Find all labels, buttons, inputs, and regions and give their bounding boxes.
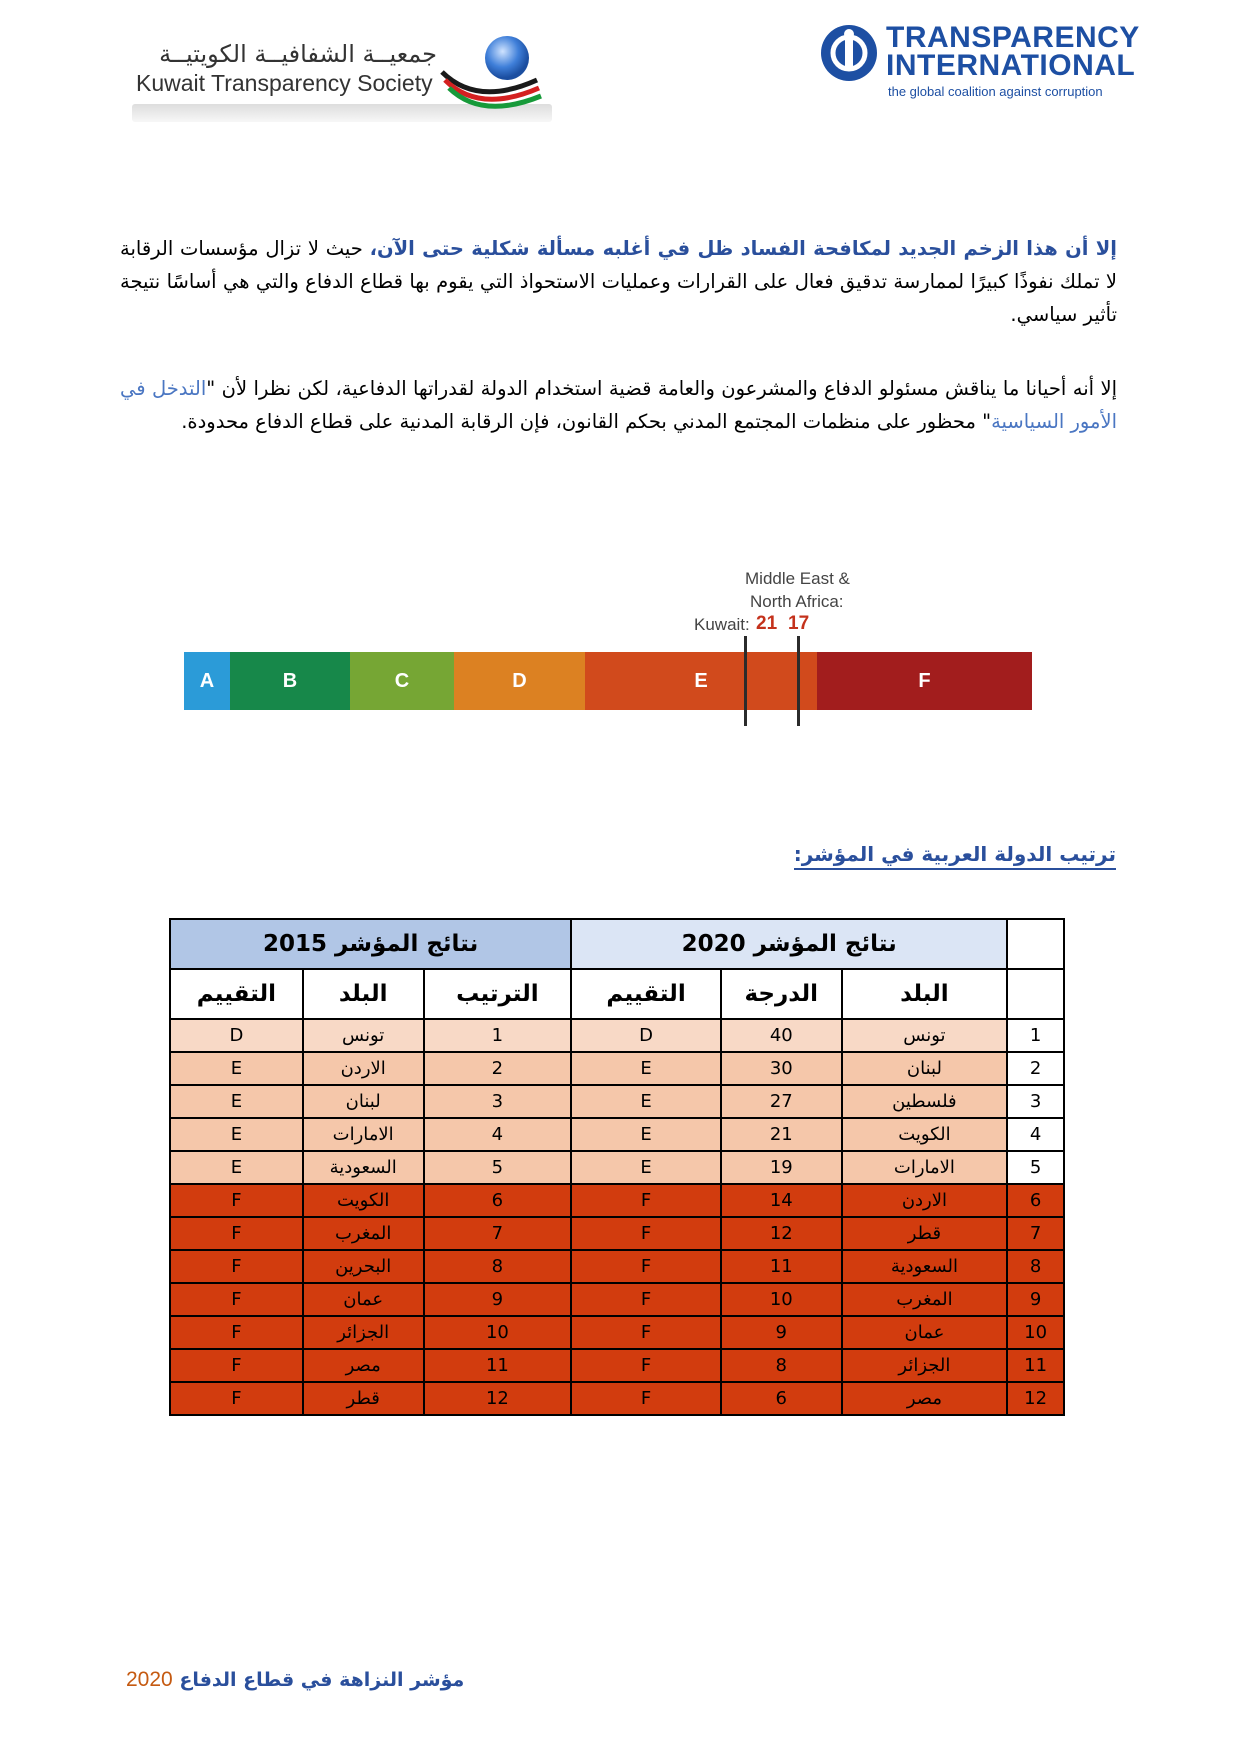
grade-2020-cell: E (571, 1151, 721, 1184)
grade-2020-cell: F (571, 1250, 721, 1283)
country-2015-cell: المغرب (303, 1217, 424, 1250)
score-2020-cell: 30 (721, 1052, 842, 1085)
region-score: 17 (788, 613, 810, 634)
rank-2015-cell: 1 (424, 1019, 572, 1052)
grade-2015-cell: F (170, 1316, 303, 1349)
country-2020-cell: مصر (842, 1382, 1008, 1415)
rank-2015-cell: 2 (424, 1052, 572, 1085)
country-2020-cell: الكويت (842, 1118, 1008, 1151)
country-2020-cell: لبنان (842, 1052, 1008, 1085)
grade-2015-cell: D (170, 1019, 303, 1052)
row-number-cell: 12 (1007, 1382, 1064, 1415)
country-2020-cell: فلسطين (842, 1085, 1008, 1118)
grade-2020-cell: F (571, 1349, 721, 1382)
rank-2015-cell: 7 (424, 1217, 572, 1250)
col-header-country-2020: البلد (842, 969, 1008, 1019)
kuwait-label: Kuwait: (694, 615, 750, 634)
table-row (170, 1019, 1064, 1052)
col-header-grade-2015: التقييم (170, 969, 303, 1019)
row-number-cell: 8 (1007, 1250, 1064, 1283)
grade-2020-cell: F (571, 1184, 721, 1217)
paragraph-2 (120, 372, 1117, 438)
table-row (170, 1151, 1064, 1184)
table-body (170, 1019, 1064, 1415)
country-2015-cell: تونس (303, 1019, 424, 1052)
score-2020-cell: 11 (721, 1250, 842, 1283)
grade-2015-cell: F (170, 1184, 303, 1217)
table-row (170, 1085, 1064, 1118)
score-2020-cell: 19 (721, 1151, 842, 1184)
table-row (170, 1052, 1064, 1085)
row-number-cell: 4 (1007, 1118, 1064, 1151)
table-row (170, 1382, 1064, 1415)
rank-2015-cell: 12 (424, 1382, 572, 1415)
score-2020-cell: 6 (721, 1382, 842, 1415)
page-footer (126, 1668, 464, 1692)
country-2020-cell: قطر (842, 1217, 1008, 1250)
score-2020-cell: 12 (721, 1217, 842, 1250)
region-label-line1: Middle East & (745, 569, 850, 588)
ti-name-line2: INTERNATIONAL (886, 49, 1136, 82)
group-header-2020: نتائج المؤشر 2020 (571, 919, 1007, 969)
grade-2015-cell: F (170, 1283, 303, 1316)
table-row (170, 1250, 1064, 1283)
region-score-marker (797, 636, 800, 726)
paragraph-1-highlight: إلا أن هذا الزخم الجديد لمكافحة الفساد ظل في أغلبه مسألة شكلية حتى الآن، (369, 237, 1117, 260)
col-header-country-2015: البلد (303, 969, 424, 1019)
table-row (170, 1349, 1064, 1382)
score-2020-cell: 10 (721, 1283, 842, 1316)
grade-2020-cell: D (571, 1019, 721, 1052)
table-row (170, 1184, 1064, 1217)
country-2015-cell: مصر (303, 1349, 424, 1382)
table-row (170, 1316, 1064, 1349)
empty-subheader-cell (1007, 969, 1064, 1019)
grade-band-d: D (454, 652, 585, 710)
row-number-cell: 3 (1007, 1085, 1064, 1118)
grade-2015-cell: F (170, 1349, 303, 1382)
grade-2015-cell: E (170, 1085, 303, 1118)
arab-countries-ranking-table (169, 918, 1065, 1416)
grade-band-a: A (184, 652, 230, 710)
paragraph-2-start: إلا أنه أحيانا ما يناقش مسئولو الدفاع والمشرعون والعامة قضية استخدام الدولة لقدراتها الدفاعية، لكن نظرا لأن " (206, 377, 1118, 400)
grade-2020-cell: F (571, 1217, 721, 1250)
row-number-cell: 6 (1007, 1184, 1064, 1217)
rank-2015-cell: 8 (424, 1250, 572, 1283)
country-2015-cell: عمان (303, 1283, 424, 1316)
grade-2015-cell: F (170, 1217, 303, 1250)
kts-arabic-name: جمعيــة الشفافيــة الكويتيــة (159, 40, 437, 68)
grade-band-f: F (817, 652, 1032, 710)
country-2015-cell: البحرين (303, 1250, 424, 1283)
kuwait-score: 21 (756, 613, 778, 634)
kuwait-transparency-society-logo (132, 32, 552, 124)
ti-logo-icon (818, 22, 880, 84)
grade-band-c: C (350, 652, 454, 710)
footer-title: مؤشر النزاهة في قطاع الدفاع (179, 1669, 465, 1691)
kts-globe-icon (437, 32, 547, 112)
score-2020-cell: 14 (721, 1184, 842, 1217)
col-header-rank-2015: الترتيب (424, 969, 572, 1019)
country-2020-cell: تونس (842, 1019, 1008, 1052)
table-row (170, 1217, 1064, 1250)
country-2015-cell: الاردن (303, 1052, 424, 1085)
country-2020-cell: المغرب (842, 1283, 1008, 1316)
country-2015-cell: الجزائر (303, 1316, 424, 1349)
grade-2015-cell: E (170, 1151, 303, 1184)
paragraph-1 (120, 232, 1117, 331)
country-2015-cell: الامارات (303, 1118, 424, 1151)
grade-band-b: B (230, 652, 350, 710)
kuwait-score-marker (744, 636, 747, 726)
country-2020-cell: الاردن (842, 1184, 1008, 1217)
table-row (170, 1283, 1064, 1316)
rank-2015-cell: 11 (424, 1349, 572, 1382)
section-title: ترتيب الدولة العربية في المؤشر: (794, 842, 1116, 870)
row-number-cell: 7 (1007, 1217, 1064, 1250)
transparency-international-logo (818, 22, 1148, 112)
grade-2015-cell: E (170, 1118, 303, 1151)
row-number-cell: 2 (1007, 1052, 1064, 1085)
grade-2015-cell: F (170, 1382, 303, 1415)
paragraph-2-end: " محظور على منظمات المجتمع المدني بحكم القانون، فإن الرقابة المدنية على قطاع الدفاع محدودة. (181, 410, 992, 433)
footer-year: 2020 (126, 1668, 173, 1691)
country-2020-cell: الجزائر (842, 1349, 1008, 1382)
country-2020-cell: الامارات (842, 1151, 1008, 1184)
col-header-score-2020: الدرجة (721, 969, 842, 1019)
grade-2020-cell: E (571, 1085, 721, 1118)
kts-english-name: Kuwait Transparency Society (136, 70, 433, 96)
row-number-cell: 10 (1007, 1316, 1064, 1349)
grade-2020-cell: F (571, 1316, 721, 1349)
row-number-cell: 11 (1007, 1349, 1064, 1382)
paragraph-1-text: حيث لا تزال مؤسسات الرقابة لا تملك نفوذًا كبيرًا لممارسة تدقيق فعال على القرارات وعمليات الاستحواذ التي يقوم بها قطاع الدفاع والتي هي أساسًا نتيجة تأثير سياسي. (120, 237, 1117, 326)
grade-band-e: E (585, 652, 817, 710)
row-number-cell: 1 (1007, 1019, 1064, 1052)
score-2020-cell: 40 (721, 1019, 842, 1052)
col-header-grade-2020: التقييم (571, 969, 721, 1019)
row-number-cell: 5 (1007, 1151, 1064, 1184)
region-label-line2: North Africa: (750, 592, 844, 611)
table-row (170, 1118, 1064, 1151)
country-2015-cell: لبنان (303, 1085, 424, 1118)
grade-2015-cell: F (170, 1250, 303, 1283)
country-2015-cell: السعودية (303, 1151, 424, 1184)
ti-name-line1: TRANSPARENCY (886, 21, 1140, 54)
grade-2020-cell: E (571, 1118, 721, 1151)
grade-2015-cell: E (170, 1052, 303, 1085)
score-2020-cell: 8 (721, 1349, 842, 1382)
ti-tagline: the global coalition against corruption (888, 84, 1103, 99)
rank-2015-cell: 6 (424, 1184, 572, 1217)
score-2020-cell: 27 (721, 1085, 842, 1118)
group-header-2015: نتائج المؤشر 2015 (170, 919, 571, 969)
country-2020-cell: عمان (842, 1316, 1008, 1349)
rank-2015-cell: 5 (424, 1151, 572, 1184)
rank-2015-cell: 4 (424, 1118, 572, 1151)
rank-2015-cell: 3 (424, 1085, 572, 1118)
country-2015-cell: قطر (303, 1382, 424, 1415)
grade-2020-cell: E (571, 1052, 721, 1085)
score-2020-cell: 21 (721, 1118, 842, 1151)
empty-corner-cell (1007, 919, 1064, 969)
rank-2015-cell: 10 (424, 1316, 572, 1349)
country-2020-cell: السعودية (842, 1250, 1008, 1283)
political-interference-link[interactable]: التدخل في الأمور السياسية (120, 377, 1117, 433)
rank-2015-cell: 9 (424, 1283, 572, 1316)
grade-2020-cell: F (571, 1283, 721, 1316)
country-2015-cell: الكويت (303, 1184, 424, 1217)
grade-2020-cell: F (571, 1382, 721, 1415)
row-number-cell: 9 (1007, 1283, 1064, 1316)
score-2020-cell: 9 (721, 1316, 842, 1349)
